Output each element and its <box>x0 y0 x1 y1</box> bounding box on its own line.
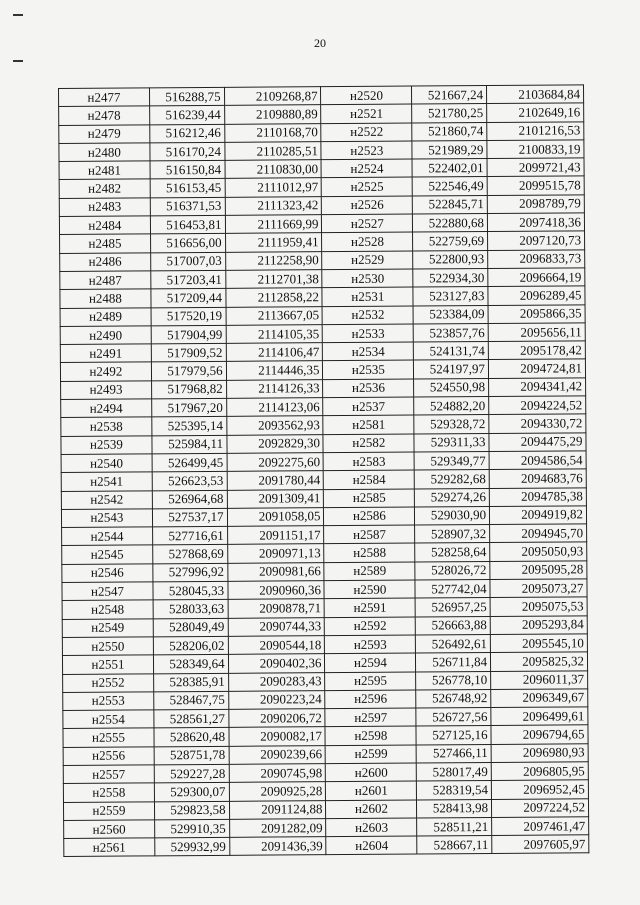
y-coordinate-cell: 2114126,33 <box>226 379 323 398</box>
x-coordinate-cell: 527125,16 <box>416 726 491 745</box>
point-id-cell: н2550 <box>62 637 153 656</box>
y-coordinate-cell: 2110285,51 <box>224 142 321 161</box>
y-coordinate-cell: 2114123,06 <box>226 398 323 417</box>
y-coordinate-cell: 2090223,24 <box>228 690 325 709</box>
y-coordinate-cell: 2090082,17 <box>229 727 326 746</box>
y-coordinate-cell: 2090283,43 <box>228 672 325 691</box>
point-id-cell: н2493 <box>61 381 152 400</box>
y-coordinate-cell: 2097461,47 <box>492 817 589 836</box>
point-id-cell: н2530 <box>322 269 413 288</box>
y-coordinate-cell: 2095075,53 <box>490 597 587 616</box>
x-coordinate-cell: 528751,78 <box>154 746 229 765</box>
x-coordinate-cell: 526727,56 <box>416 708 491 727</box>
y-coordinate-cell: 2114106,47 <box>226 343 323 362</box>
y-coordinate-cell: 2090402,36 <box>228 654 325 673</box>
point-id-cell: н2526 <box>322 196 413 215</box>
x-coordinate-cell: 529300,07 <box>154 783 229 802</box>
y-coordinate-cell: 2091124,88 <box>229 800 326 819</box>
point-id-cell: н2559 <box>63 801 154 820</box>
x-coordinate-cell: 528026,72 <box>415 561 490 580</box>
point-id-cell: н2520 <box>321 86 412 105</box>
point-id-cell: н2561 <box>64 838 155 857</box>
point-id-cell: н2554 <box>63 710 154 729</box>
y-coordinate-cell: 2110168,70 <box>224 123 321 142</box>
y-coordinate-cell: 2094945,70 <box>490 524 587 543</box>
point-id-cell: н2592 <box>325 617 416 636</box>
point-id-cell: н2582 <box>323 434 414 453</box>
x-coordinate-cell: 528667,11 <box>417 836 492 855</box>
x-coordinate-cell: 528045,33 <box>153 581 228 600</box>
y-coordinate-cell: 2096980,93 <box>491 744 588 763</box>
point-id-cell: н2549 <box>62 618 153 637</box>
point-id-cell: н2598 <box>325 726 416 745</box>
point-id-cell: н2557 <box>63 765 154 784</box>
x-coordinate-cell: 524882,20 <box>414 397 489 416</box>
x-coordinate-cell: 524197,97 <box>414 360 489 379</box>
y-coordinate-cell: 2111669,99 <box>225 215 322 234</box>
point-id-cell: н2522 <box>321 123 412 142</box>
y-coordinate-cell: 2096664,19 <box>488 268 585 287</box>
x-coordinate-cell: 529932,99 <box>155 837 230 856</box>
point-id-cell: н2597 <box>325 708 416 727</box>
point-id-cell: н2547 <box>62 582 153 601</box>
x-coordinate-cell: 516239,44 <box>149 106 224 125</box>
point-id-cell: н2492 <box>60 362 151 381</box>
point-id-cell: н2478 <box>59 106 150 125</box>
x-coordinate-cell: 527716,61 <box>152 526 227 545</box>
point-id-cell: н2482 <box>59 179 150 198</box>
x-coordinate-cell: 526964,68 <box>152 490 227 509</box>
x-coordinate-cell: 516170,24 <box>150 142 225 161</box>
coordinates-table <box>58 84 589 857</box>
y-coordinate-cell: 2095293,84 <box>490 615 587 634</box>
point-id-cell: н2524 <box>321 159 412 178</box>
y-coordinate-cell: 2101216,53 <box>487 121 584 140</box>
x-coordinate-cell: 528206,02 <box>153 636 228 655</box>
point-id-cell: н2531 <box>322 287 413 306</box>
x-coordinate-cell: 528620,48 <box>154 728 229 747</box>
x-coordinate-cell: 528319,54 <box>417 781 492 800</box>
x-coordinate-cell: 517520,19 <box>151 307 226 326</box>
y-coordinate-cell: 2112701,38 <box>225 270 322 289</box>
point-id-cell: н2544 <box>62 527 153 546</box>
y-coordinate-cell: 2096952,45 <box>491 780 588 799</box>
point-id-cell: н2560 <box>64 820 155 839</box>
x-coordinate-cell: 527868,69 <box>153 545 228 564</box>
point-id-cell: н2534 <box>323 342 414 361</box>
x-coordinate-cell: 529282,68 <box>415 470 490 489</box>
x-coordinate-cell: 521780,25 <box>412 104 487 123</box>
y-coordinate-cell: 2091151,17 <box>227 526 324 545</box>
x-coordinate-cell: 528049,49 <box>153 618 228 637</box>
y-coordinate-cell: 2096349,67 <box>491 689 588 708</box>
y-coordinate-cell: 2112858,22 <box>225 288 322 307</box>
y-coordinate-cell: 2095656,11 <box>488 323 585 342</box>
x-coordinate-cell: 516371,53 <box>150 197 225 216</box>
x-coordinate-cell: 517203,41 <box>151 270 226 289</box>
y-coordinate-cell: 2090239,66 <box>229 745 326 764</box>
point-id-cell: н2528 <box>322 232 413 251</box>
x-coordinate-cell: 522546,49 <box>412 177 487 196</box>
y-coordinate-cell: 2114446,35 <box>226 361 323 380</box>
y-coordinate-cell: 2111323,42 <box>225 196 322 215</box>
x-coordinate-cell: 517909,52 <box>151 343 226 362</box>
x-coordinate-cell: 516150,84 <box>150 161 225 180</box>
x-coordinate-cell: 526711,84 <box>416 653 491 672</box>
point-id-cell: н2589 <box>324 562 415 581</box>
point-id-cell: н2604 <box>326 836 417 855</box>
point-id-cell: н2595 <box>325 672 416 691</box>
y-coordinate-cell: 2095050,93 <box>490 542 587 561</box>
x-coordinate-cell: 528467,75 <box>154 691 229 710</box>
y-coordinate-cell: 2097418,36 <box>487 213 584 232</box>
point-id-cell: н2480 <box>59 143 150 162</box>
y-coordinate-cell: 2090206,72 <box>228 709 325 728</box>
point-id-cell: н2581 <box>323 415 414 434</box>
x-coordinate-cell: 528385,91 <box>153 673 228 692</box>
x-coordinate-cell: 527466,11 <box>416 744 491 763</box>
y-coordinate-cell: 2095095,28 <box>490 561 587 580</box>
point-id-cell: н2591 <box>325 598 416 617</box>
point-id-cell: н2587 <box>324 525 415 544</box>
y-coordinate-cell: 2096805,95 <box>491 762 588 781</box>
point-id-cell: н2542 <box>61 490 152 509</box>
point-id-cell: н2552 <box>63 673 154 692</box>
y-coordinate-cell: 2112258,90 <box>225 251 322 270</box>
x-coordinate-cell: 529910,35 <box>154 819 229 838</box>
point-id-cell: н2483 <box>59 198 150 217</box>
y-coordinate-cell: 2093562,93 <box>226 416 323 435</box>
point-id-cell: н2535 <box>323 360 414 379</box>
y-coordinate-cell: 2090878,71 <box>228 599 325 618</box>
point-id-cell: н2527 <box>322 214 413 233</box>
y-coordinate-cell: 2091282,09 <box>229 819 326 838</box>
y-coordinate-cell: 2114105,35 <box>226 325 323 344</box>
y-coordinate-cell: 2095825,32 <box>490 652 587 671</box>
point-id-cell: н2529 <box>322 251 413 270</box>
x-coordinate-cell: 522402,01 <box>412 159 487 178</box>
x-coordinate-cell: 526778,10 <box>416 671 491 690</box>
x-coordinate-cell: 517209,44 <box>151 289 226 308</box>
y-coordinate-cell: 2109268,87 <box>224 87 321 106</box>
y-coordinate-cell: 2097120,73 <box>488 231 585 250</box>
x-coordinate-cell: 521860,74 <box>412 122 487 141</box>
point-id-cell: н2485 <box>60 234 151 253</box>
y-coordinate-cell: 2090745,98 <box>229 764 326 783</box>
x-coordinate-cell: 522845,71 <box>413 195 488 214</box>
y-coordinate-cell: 2094683,76 <box>489 469 586 488</box>
point-id-cell: н2584 <box>324 470 415 489</box>
point-id-cell: н2523 <box>321 141 412 160</box>
point-id-cell: н2536 <box>323 379 414 398</box>
x-coordinate-cell: 527742,04 <box>415 580 490 599</box>
x-coordinate-cell: 529349,77 <box>414 451 489 470</box>
x-coordinate-cell: 522759,69 <box>413 232 488 251</box>
point-id-cell: н2541 <box>61 472 152 491</box>
point-id-cell: н2588 <box>324 543 415 562</box>
y-coordinate-cell: 2097605,97 <box>492 835 589 854</box>
y-coordinate-cell: 2110830,00 <box>225 160 322 179</box>
y-coordinate-cell: 2099515,78 <box>487 176 584 195</box>
x-coordinate-cell: 526623,53 <box>152 472 227 491</box>
x-coordinate-cell: 525395,14 <box>152 417 227 436</box>
point-id-cell: н2556 <box>63 747 154 766</box>
y-coordinate-cell: 2099721,43 <box>487 158 584 177</box>
point-id-cell: н2537 <box>323 397 414 416</box>
y-coordinate-cell: 2094724,81 <box>488 359 585 378</box>
point-id-cell: н2494 <box>61 399 152 418</box>
y-coordinate-cell: 2090971,13 <box>227 544 324 563</box>
x-coordinate-cell: 526748,92 <box>416 689 491 708</box>
point-id-cell: н2521 <box>321 104 412 123</box>
x-coordinate-cell: 526499,45 <box>152 453 227 472</box>
point-id-cell: н2490 <box>60 326 151 345</box>
y-coordinate-cell: 2090960,36 <box>228 581 325 600</box>
x-coordinate-cell: 516153,45 <box>150 179 225 198</box>
x-coordinate-cell: 525984,11 <box>152 435 227 454</box>
y-coordinate-cell: 2094341,42 <box>489 378 586 397</box>
x-coordinate-cell: 522800,93 <box>413 250 488 269</box>
point-id-cell: н2602 <box>326 800 417 819</box>
point-id-cell: н2489 <box>60 307 151 326</box>
y-coordinate-cell: 2096011,37 <box>491 670 588 689</box>
y-coordinate-cell: 2096833,73 <box>488 249 585 268</box>
point-id-cell: н2487 <box>60 271 151 290</box>
x-coordinate-cell: 522880,68 <box>413 214 488 233</box>
y-coordinate-cell: 2095866,35 <box>488 304 585 323</box>
table-row <box>64 835 589 857</box>
y-coordinate-cell: 2094224,52 <box>489 396 586 415</box>
point-id-cell: н2586 <box>324 507 415 526</box>
y-coordinate-cell: 2111959,41 <box>225 233 322 252</box>
point-id-cell: н2601 <box>326 781 417 800</box>
y-coordinate-cell: 2100833,19 <box>487 140 584 159</box>
point-id-cell: н2548 <box>62 600 153 619</box>
x-coordinate-cell: 521667,24 <box>412 86 487 105</box>
x-coordinate-cell: 528017,49 <box>417 762 492 781</box>
point-id-cell: н2539 <box>61 435 152 454</box>
x-coordinate-cell: 527537,17 <box>152 508 227 527</box>
x-coordinate-cell: 516288,75 <box>149 87 224 106</box>
x-coordinate-cell: 517979,56 <box>151 362 226 381</box>
margin-mark-bottom <box>13 60 23 62</box>
x-coordinate-cell: 528413,98 <box>417 799 492 818</box>
point-id-cell: н2486 <box>60 253 151 272</box>
y-coordinate-cell: 2097224,52 <box>492 798 589 817</box>
y-coordinate-cell: 2095178,42 <box>488 341 585 360</box>
point-id-cell: н2477 <box>59 88 150 107</box>
y-coordinate-cell: 2092829,30 <box>226 434 323 453</box>
y-coordinate-cell: 2103684,84 <box>487 85 584 104</box>
x-coordinate-cell: 528561,27 <box>154 709 229 728</box>
y-coordinate-cell: 2096794,65 <box>491 725 588 744</box>
point-id-cell: н2596 <box>325 690 416 709</box>
x-coordinate-cell: 524131,74 <box>414 342 489 361</box>
x-coordinate-cell: 516212,46 <box>150 124 225 143</box>
point-id-cell: н2488 <box>60 289 151 308</box>
point-id-cell: н2484 <box>59 216 150 235</box>
x-coordinate-cell: 529030,90 <box>415 506 490 525</box>
x-coordinate-cell: 523384,09 <box>413 305 488 324</box>
x-coordinate-cell: 524550,98 <box>414 378 489 397</box>
y-coordinate-cell: 2091780,44 <box>227 471 324 490</box>
point-id-cell: н2555 <box>63 728 154 747</box>
page-number: 20 <box>314 36 326 50</box>
margin-mark-top <box>13 14 23 16</box>
y-coordinate-cell: 2094785,38 <box>489 487 586 506</box>
point-id-cell: н2532 <box>323 306 414 325</box>
point-id-cell: н2533 <box>323 324 414 343</box>
y-coordinate-cell: 2098789,79 <box>487 195 584 214</box>
point-id-cell: н2583 <box>324 452 415 471</box>
point-id-cell: н2594 <box>325 653 416 672</box>
y-coordinate-cell: 2090981,66 <box>227 562 324 581</box>
x-coordinate-cell: 517967,20 <box>152 398 227 417</box>
x-coordinate-cell: 517007,03 <box>151 252 226 271</box>
x-coordinate-cell: 517904,99 <box>151 325 226 344</box>
point-id-cell: н2546 <box>62 564 153 583</box>
y-coordinate-cell: 2102649,16 <box>487 103 584 122</box>
x-coordinate-cell: 517968,82 <box>151 380 226 399</box>
y-coordinate-cell: 2096289,45 <box>488 286 585 305</box>
x-coordinate-cell: 529311,33 <box>414 433 489 452</box>
y-coordinate-cell: 2095545,10 <box>490 634 587 653</box>
x-coordinate-cell: 529328,72 <box>414 415 489 434</box>
point-id-cell: н2543 <box>61 509 152 528</box>
y-coordinate-cell: 2090744,33 <box>228 617 325 636</box>
y-coordinate-cell: 2096499,61 <box>491 707 588 726</box>
point-id-cell: н2590 <box>324 580 415 599</box>
point-id-cell: н2603 <box>326 818 417 837</box>
y-coordinate-cell: 2095073,27 <box>490 579 587 598</box>
x-coordinate-cell: 526492,61 <box>416 634 491 653</box>
x-coordinate-cell: 529823,58 <box>154 801 229 820</box>
point-id-cell: н2540 <box>61 454 152 473</box>
x-coordinate-cell: 528349,64 <box>153 655 228 674</box>
point-id-cell: н2525 <box>322 178 413 197</box>
point-id-cell: н2545 <box>62 545 153 564</box>
point-id-cell: н2538 <box>61 417 152 436</box>
x-coordinate-cell: 526957,25 <box>415 598 490 617</box>
y-coordinate-cell: 2091058,05 <box>227 507 324 526</box>
coordinates-table-body <box>59 85 589 857</box>
x-coordinate-cell: 529274,26 <box>415 488 490 507</box>
y-coordinate-cell: 2090544,18 <box>228 636 325 655</box>
point-id-cell: н2479 <box>59 124 150 143</box>
y-coordinate-cell: 2092275,60 <box>227 453 324 472</box>
y-coordinate-cell: 2094475,29 <box>489 432 586 451</box>
x-coordinate-cell: 522934,30 <box>413 268 488 287</box>
point-id-cell: н2599 <box>326 745 417 764</box>
point-id-cell: н2481 <box>59 161 150 180</box>
y-coordinate-cell: 2090925,28 <box>229 782 326 801</box>
y-coordinate-cell: 2094586,54 <box>489 451 586 470</box>
point-id-cell: н2551 <box>62 655 153 674</box>
x-coordinate-cell: 521989,29 <box>412 140 487 159</box>
point-id-cell: н2593 <box>325 635 416 654</box>
point-id-cell: н2558 <box>63 783 154 802</box>
x-coordinate-cell: 529227,28 <box>154 764 229 783</box>
x-coordinate-cell: 528511,21 <box>417 817 492 836</box>
x-coordinate-cell: 516453,81 <box>150 215 225 234</box>
x-coordinate-cell: 528258,64 <box>415 543 490 562</box>
y-coordinate-cell: 2094330,72 <box>489 414 586 433</box>
x-coordinate-cell: 523857,76 <box>413 323 488 342</box>
point-id-cell: н2585 <box>324 489 415 508</box>
y-coordinate-cell: 2111012,97 <box>225 178 322 197</box>
y-coordinate-cell: 2113667,05 <box>226 306 323 325</box>
x-coordinate-cell: 528033,63 <box>153 600 228 619</box>
y-coordinate-cell: 2109880,89 <box>224 105 321 124</box>
y-coordinate-cell: 2091436,39 <box>229 837 326 856</box>
y-coordinate-cell: 2091309,41 <box>227 489 324 508</box>
x-coordinate-cell: 526663,88 <box>416 616 491 635</box>
point-id-cell: н2600 <box>326 763 417 782</box>
x-coordinate-cell: 527996,92 <box>153 563 228 582</box>
x-coordinate-cell: 516656,00 <box>150 234 225 253</box>
y-coordinate-cell: 2094919,82 <box>489 506 586 525</box>
x-coordinate-cell: 523127,83 <box>413 287 488 306</box>
point-id-cell: н2553 <box>63 692 154 711</box>
point-id-cell: н2491 <box>60 344 151 363</box>
x-coordinate-cell: 528907,32 <box>415 525 490 544</box>
